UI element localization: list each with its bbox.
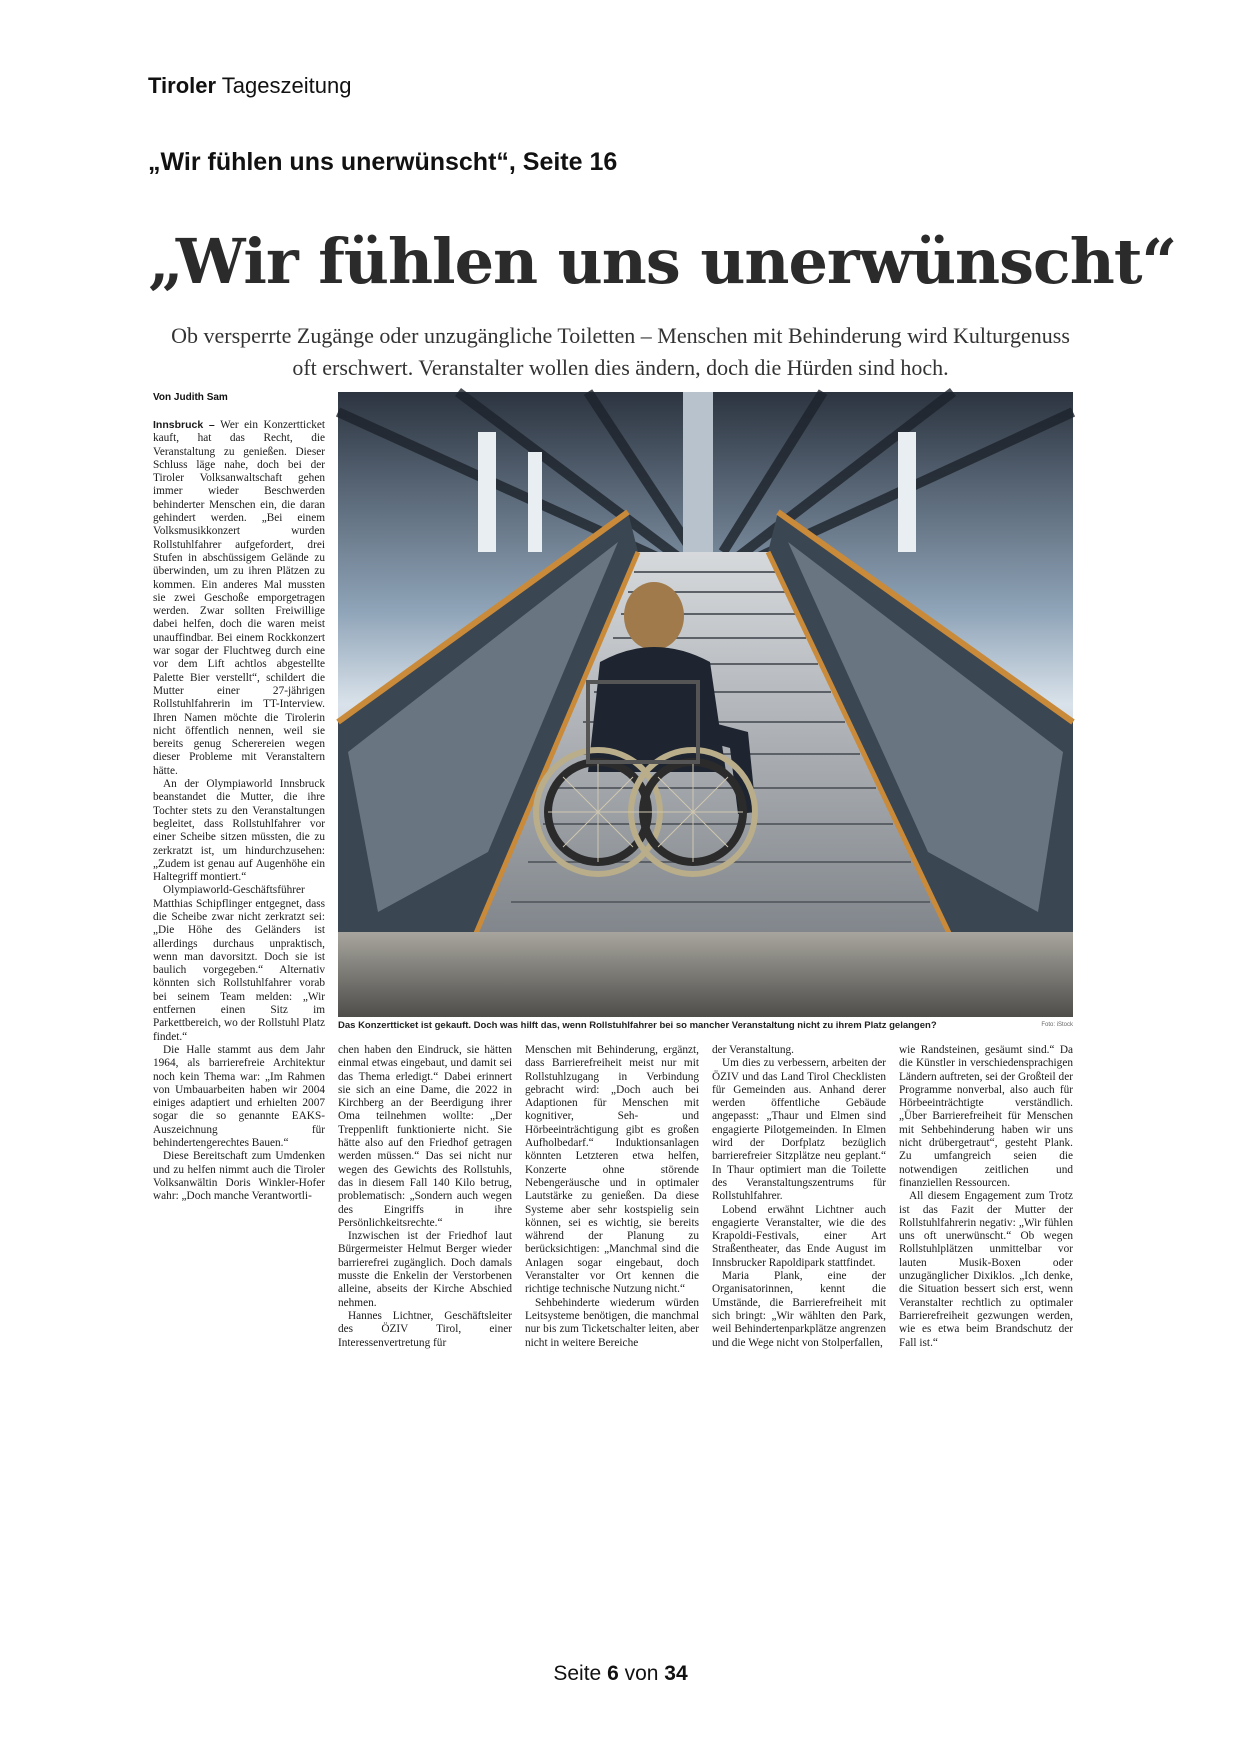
page-number-middle: von — [618, 1662, 665, 1685]
paragraph: Um dies zu verbessern, arbeiten der ÖZIV und das Land Tirol Checklisten für Gemeinden aus. Anhand derer werden öffentliche Gebäude angepasst: „Thaur und Elmen sind engagierte Pilotgemeinden. In Elmen wird der Dorfplatz bezüglich barrierefreier Sitzplätze neu geplant.“ In Thaur optimiert man die Toilette des Veranstaltungszentrums für Rollstuhlfahrer. — [712, 1057, 886, 1203]
paragraph: Wer ein Konzertticket kauft, hat das Recht, die Veranstaltung zu genießen. Dieser Schluss läge nahe, doch bei der Tiroler Volksanwaltschaft gehen immer wieder Beschwerden behinderter Menschen ein, die daran gehindert werden. „Bei einem Volksmusikkonzert wurden Rollstuhlfahrer aufgefordert, drei Stufen in abschüssigem Gelände zu überwinden, um zu ihren Plätzen zu kommen. Ein anderes Mal mussten sie zwei Geschoße emporgetragen werden. Zwar sollten Freiwillige dabei helfen, doch die waren meist unauffindbar. Bei einem Rockkonzert war sogar der Fluchtweg durch eine vor dem Lift achtlos abgestellte Palette Bier verstellt“, schildert die Mutter einer 27-jährigen Rollstuhlfahrerin im TT-Interview. Ihren Namen möchte die Tirolerin nicht öffentlich nennen, weil sie bereits genug Scherereien wegen dieser Probleme mit Veranstaltern hätte. — [153, 419, 326, 777]
paragraph: Olympiaworld-Geschäftsführer Matthias Schipflinger entgegnet, dass die Scheibe zwar nicht zerkratzt sei: „Die Höhe des Geländers ist allerdings durchaus unpraktisch, wenn man davorsitzt. Doch sie ist baulich vorgegeben.“ Alternativ könnten sich Rollstuhlfahrer vorab bei seinem Team melden: „Wir entfernen einen Sitz im Parkettbereich, wo der Rollstuhl Platz findet.“ — [153, 884, 325, 1043]
paragraph: An der Olympiaworld Innsbruck beanstandet die Mutter, die ihre Tochter stets zu den Veranstaltungen begleitet, dass Rollstuhlfahrer vor einer Scheibe sitzen müssten, die zu zerkratzt ist, um hindurchzusehen: „Zudem ist genau auf Augenhöhe ein Haltegriff montiert.“ — [153, 778, 325, 884]
article-byline: Von Judith Sam — [153, 392, 228, 403]
publication-name-rest: Tageszeitung — [216, 73, 352, 98]
photo-illustration — [338, 392, 1073, 1017]
paragraph: Lobend erwähnt Lichtner auch engagierte Veranstalter, wie die des Krapoldi-Festivals, einer Art Straßentheater, das Ende August im Innsbrucker Rapoldipark stattfindet. — [712, 1203, 886, 1269]
paragraph: Sehbehinderte wiederum würden Leitsysteme benötigen, die manchmal nur bis zum Ticketschalter leiten, aber nicht in weitere Bereiche — [525, 1296, 699, 1349]
paragraph: Maria Plank, eine der Organisatorinnen, kennt die Umstände, die Barrierefreiheit mit sich bringt: „Wir wählten den Park, weil Behindertenparkplätze angrenzen und die Wege nicht von Stolperfallen, — [712, 1270, 886, 1349]
article-column-5 — [899, 1044, 1073, 1452]
newspaper-clipping — [148, 222, 1177, 1458]
article-headline: „Wir fühlen uns unerwünscht“ — [148, 225, 1177, 298]
publication-name — [148, 73, 351, 99]
total-pages: 34 — [664, 1662, 688, 1685]
article-column-1 — [153, 419, 326, 1203]
paragraph: Hannes Lichtner, Geschäftsleiter des ÖZIV Tirol, einer Interessenvertretung für — [338, 1309, 512, 1349]
article-photo-wheelchair-staircase — [338, 392, 1073, 1017]
page-number — [0, 1662, 1241, 1686]
paragraph: Menschen mit Behinderung, ergänzt, dass Barrierefreiheit meist nur mit Rollstuhlzugang in Verbindung gebracht wird: „Doch auch bei Adaptionen für Menschen mit kognitiver, Seh- und Hörbeeinträchtigung gibt es großen Aufholbedarf.“ Induktionsanlagen könnten Letzteren etwa helfen, Konzerte ohne störende Nebengeräusche und in optimaler Lautstärke zu genießen. Da diese Systeme aber sehr kostspielig sein können, sei es wichtig, sie bereits während der Planung zu berücksichtigen: „Manchmal sind die Anlagen sogar eingebaut, doch Veranstalter vor Ort kennen die richtige technische Nutzung nicht.“ — [525, 1044, 699, 1296]
paragraph: der Veranstaltung. — [712, 1044, 794, 1056]
article-column-3 — [525, 1044, 699, 1452]
paragraph: Diese Bereitschaft zum Umdenken und zu helfen nimmt auch die Tiroler Volksanwältin Doris Winkler-Hofer wahr: „Doch manche Verantwortli- — [153, 1150, 325, 1203]
paragraph: chen haben den Eindruck, sie hätten einmal etwas eingebaut, und damit sei das Thema erledigt.“ Dabei erinnert sie sich an eine Dame, die 2022 in Kirchberg an der Beerdigung ihrer Oma teilnehmen wollte: „Der Treppenlift funktionierte nicht. Sie hätte also auf den Friedhof getragen werden müssen.“ Das sei nicht nur wegen des Gewichts des Rollstuhls, das in diesem Fall 140 Kilo betrug, problematisch: „Sondern auch wegen des Eingriffs in ihre Persönlichkeitsrechte.“ — [338, 1044, 512, 1229]
paragraph: Inzwischen ist der Friedhof laut Bürgermeister Helmut Berger wieder barrierefrei zugänglich. Doch damals musste die Enkelin der Verstorbenen alleine, abseits der Kirche Abschied nehmen. — [338, 1230, 512, 1309]
photo-credit: Foto: iStock — [1041, 1022, 1073, 1028]
paragraph: All diesem Engagement zum Trotz ist das Fazit der Mutter der Rollstuhlfahrerin negativ: „Wir fühlen uns oft unerwünscht.“ Ob wegen Rollstuhlplätzen unmittelbar vor lauten Musik-Boxen oder unzugänglicher Dixiklos. „Ich denke, die Situation bessert sich erst, wenn Veranstalter rechtlich zu optimaler Barrierefreiheit gezwungen werden, wie es etwa beim Brandschutz der Fall ist.“ — [899, 1190, 1073, 1349]
dateline: Innsbruck – — [153, 419, 215, 431]
current-page: 6 — [607, 1662, 619, 1685]
article-deck: Ob versperrte Zugänge oder unzugängliche Toiletten – Menschen mit Behinderung wird Kulturgenuss oft erschwert. Veranstalter wollen dies ändern, doch die Hürden sind hoch. — [171, 323, 1070, 380]
paragraph: wie Randsteinen, gesäumt sind.“ Da die Künstler in verschiedensprachigen Ländern auftreten, sei der Großteil der Programme nonverbal, also auch für Hörbeeinträchtigte verständlich. „Über Barrierefreiheit für Menschen mit Sehbehinderung haben wir uns nicht drübergetraut“, gesteht Plank. Zu umfangreich seien die notwendigen zeitlichen und finanziellen Ressourcen. — [899, 1044, 1073, 1189]
clip-title: „Wir fühlen uns unerwünscht“, Seite 16 — [148, 148, 618, 176]
publication-name-bold: Tiroler — [148, 73, 217, 98]
photo-caption: Das Konzertticket ist gekauft. Doch was hilft das, wenn Rollstuhlfahrer bei so mancher Veranstaltung nicht zu ihrem Platz gelangen? — [338, 1020, 937, 1031]
paragraph: Die Halle stammt aus dem Jahr 1964, als barrierefreie Architektur noch kein Thema war: „Im Rahmen von Umbauarbeiten haben wir 2004 einiges adaptiert und erhielten 2007 sogar die so genannte EAKS-Auszeichnung für behindertengerechtes Bauen.“ — [153, 1043, 325, 1150]
article-column-2 — [338, 1044, 512, 1452]
article-column-4 — [712, 1044, 886, 1452]
page-number-prefix: Seite — [553, 1662, 608, 1685]
